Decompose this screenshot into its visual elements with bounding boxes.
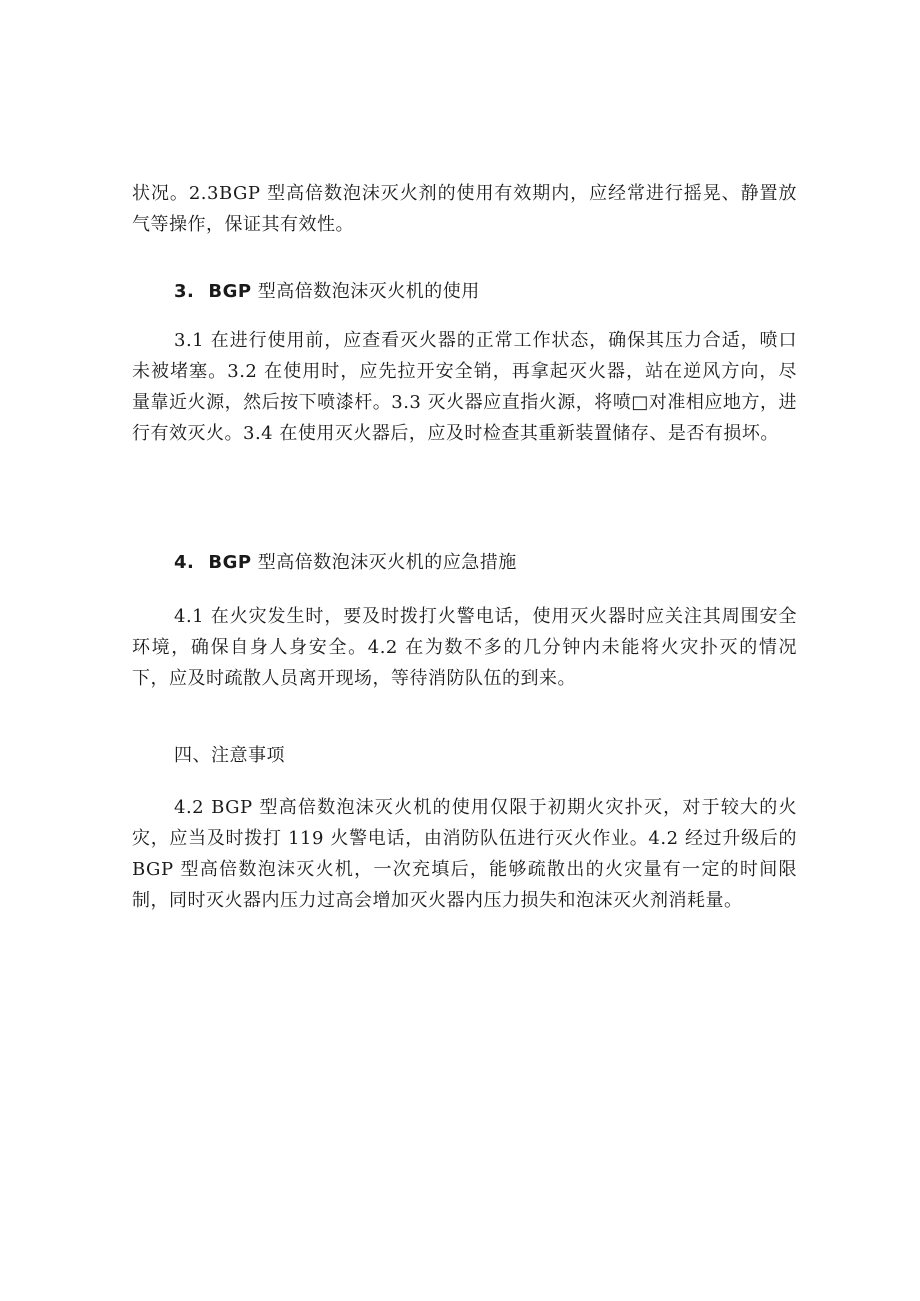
heading-4-number: 4. [174,552,195,573]
heading-4-text: 型高倍数泡沫灭火机的应急措施 [251,552,517,573]
heading-3-text: 型高倍数泡沫灭火机的使用 [251,281,480,302]
heading-section-4 [174,547,517,578]
heading-4-bgp: BGP [208,552,252,573]
paragraph-emergency: 4.1 在火灾发生时，要及时拨打火警电话，使用灭火器时应关注其周围安全环境，确保自身人身安全。4.2 在为数不多的几分钟内未能将火灾扑灭的情况下，应及时疏散人员离开现场，等待消防队伍的到来。 [132,606,797,689]
heading-3-bgp: BGP [208,281,252,302]
heading-section-3 [174,276,480,307]
paragraph-usage: 3.1 在进行使用前，应查看灭火器的正常工作状态，确保其压力合适，喷口未被堵塞。3.2 在使用时，应先拉开安全销，再拿起灭火器，站在逆风方向，尽量靠近火源，然后按下喷漆杆。3.3 灭火器应直指火源，将喷□对准相应地方，进行有效灭火。3.4 在使用灭火器后，应及时检查其重新装置储存、是否有损坏。 [132,330,797,444]
paragraph-notes: 4.2 BGP 型高倍数泡沫灭火机的使用仅限于初期火灾扑灭，对于较大的火灾，应当及时拨打 119 火警电话，由消防队伍进行灭火作业。4.2 经过升级后的 BGP 型高倍数泡沫灭火机，一次充填后，能够疏散出的火灾量有一定的时间限制，同时灭火器内压力过高会增加灭火器内压力损失和泡沫灭火剂消耗量。 [132,797,797,911]
paragraph-continuation: 状况。2.3BGP 型高倍数泡沫灭火剂的使用有效期内，应经常进行摇晃、静置放气等操作，保证其有效性。 [132,183,797,235]
heading-3-number: 3. [174,281,195,302]
section-title-notes: 四、注意事项 [174,745,285,766]
